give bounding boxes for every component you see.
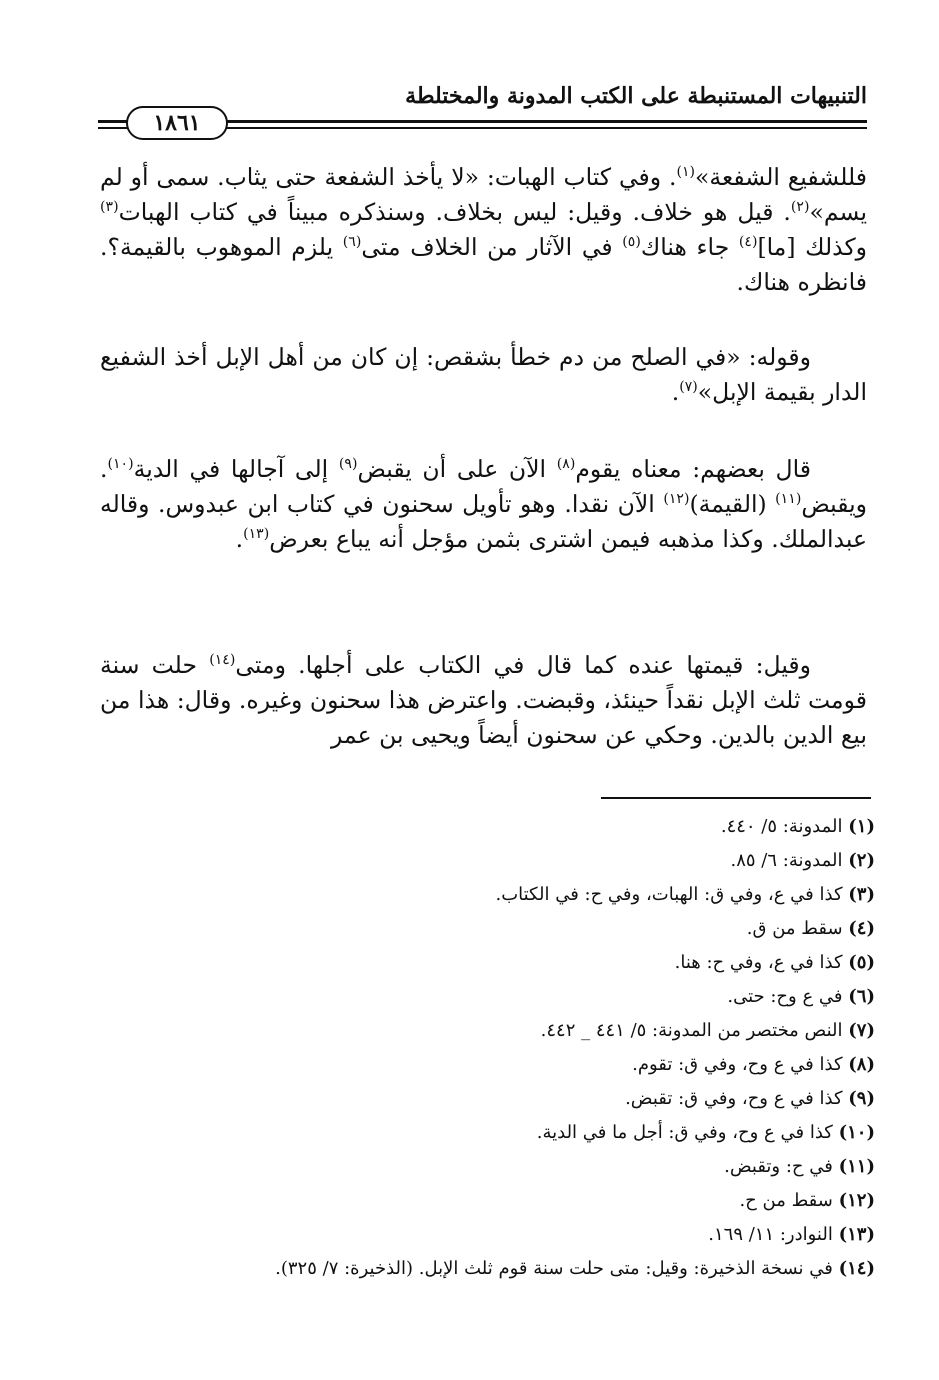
- paragraph-text: الآن نقدا. وهو تأويل سحنون في كتاب ابن عبدوس. وقاله عبدالملك. وكذا مذهبه فيمن اشترى بثمن مؤجل أنه يباع بعرض: [100, 490, 867, 553]
- footnote-number: (٥): [848, 952, 875, 973]
- footnote-item: [115, 912, 875, 946]
- paragraph-text: يلزم الموهوب بالقيمة؟. فانظره هناك.: [100, 233, 867, 296]
- paragraph-text: وكذلك [ما]: [757, 233, 867, 261]
- footnote-separator: [601, 797, 871, 799]
- footnote-ref: (١٤): [209, 652, 236, 669]
- footnotes-list: [115, 810, 875, 1286]
- footnote-number: (٢): [848, 850, 875, 871]
- footnote-ref: (٩): [338, 456, 358, 473]
- paragraph-text: . وفي كتاب الهبات: «لا يأخذ الشفعة حتى يثاب. سمى أو لم يسم»: [100, 163, 867, 226]
- footnote-number: (١٢): [838, 1190, 875, 1211]
- footnote-item: [115, 1184, 875, 1218]
- footnote-number: (٦): [848, 986, 875, 1007]
- paragraph-text: .: [235, 525, 244, 553]
- footnote-text: المدونة: ٥/ ٤٤٠.: [720, 816, 843, 837]
- footnote-ref: (٤): [738, 234, 758, 251]
- footnote-ref: (١١): [775, 491, 802, 508]
- footnote-ref: (٨): [556, 456, 576, 473]
- paragraph-1: [100, 160, 867, 300]
- paragraph-text: جاء هناك: [640, 233, 739, 261]
- footnote-text: كذا في ع وح، وفي ق: تقوم.: [632, 1054, 843, 1075]
- paragraph-4: [100, 648, 867, 753]
- footnote-item: [115, 810, 875, 844]
- footnote-number: (١٣): [838, 1224, 875, 1245]
- footnote-text: سقط من ح.: [739, 1190, 833, 1211]
- footnote-ref: (٧): [679, 379, 698, 396]
- paragraph-text: حلت سنة قومت ثلث الإبل نقداً حينئذ، وقبضت. واعترض هذا سحنون وغيره. وقال: هذا من بيع الدين بالدين. وحكي عن سحنون أيضاً ويحيى بن عمر: [100, 651, 867, 749]
- paragraph-text: قال بعضهم: معناه يقوم: [575, 455, 812, 483]
- footnote-ref: (٣): [100, 199, 119, 216]
- footnote-ref: (١٣): [243, 526, 270, 543]
- paragraph-3: [100, 452, 867, 557]
- paragraph-text: في الآثار من الخلاف متى: [361, 233, 623, 261]
- footnote-text: في ح: وتقبض.: [724, 1156, 833, 1177]
- footnote-item: [115, 1082, 875, 1116]
- footnote-text: المدونة: ٦/ ٨٥.: [730, 850, 843, 871]
- footnote-item: [115, 980, 875, 1014]
- paragraph-text: إلى آجالها في الدية: [133, 455, 339, 483]
- footnote-item: [115, 1048, 875, 1082]
- paragraph-text: فللشفيع الشفعة»: [695, 163, 867, 191]
- paragraph-text: (القيمة): [689, 490, 776, 518]
- footnote-text: كذا في ع وح، وفي ق: أجل ما في الدية.: [536, 1122, 833, 1143]
- paragraph-2: [100, 340, 867, 410]
- paragraph-text: الآن على أن يقبض: [357, 455, 557, 483]
- footnote-number: (١٠): [838, 1122, 875, 1143]
- footnote-number: (٩): [848, 1088, 875, 1109]
- footnote-text: كذا في ع، وفي ق: الهبات، وفي ح: في الكتاب.: [495, 884, 843, 905]
- footnote-number: (٧): [848, 1020, 875, 1041]
- footnote-item: [115, 1116, 875, 1150]
- footnote-text: النوادر: ١١/ ١٦٩.: [708, 1224, 833, 1245]
- paragraph-text: .: [671, 378, 680, 406]
- footnote-ref: (٥): [622, 234, 641, 251]
- footnote-number: (١٤): [838, 1258, 875, 1279]
- footnote-number: (٨): [848, 1054, 875, 1075]
- footnote-item: [115, 1252, 875, 1286]
- footnote-text: كذا في ع وح، وفي ق: تقبض.: [625, 1088, 843, 1109]
- footnote-ref: (١): [676, 164, 696, 181]
- footnote-item: [115, 844, 875, 878]
- footnote-number: (٤): [848, 918, 875, 939]
- footnote-text: سقط من ق.: [746, 918, 843, 939]
- footnote-number: (١): [848, 816, 875, 837]
- footnote-number: (٣): [848, 884, 875, 905]
- paragraph-text: وقيل: قيمتها عنده كما قال في الكتاب على أجلها. ومتى: [235, 651, 811, 679]
- page-number: ١٨٦١: [126, 106, 228, 140]
- footnote-number: (١١): [838, 1156, 875, 1177]
- paragraph-text: وقوله: «في الصلح من دم خطأ بشقص: إن كان من أهل الإبل أخذ الشفيع الدار بقيمة الإبل»: [100, 343, 867, 406]
- paragraph-text: . قيل هو خلاف. وقيل: ليس بخلاف. وسنذكره مبيناً في كتاب الهبات: [118, 198, 791, 226]
- footnote-item: [115, 1218, 875, 1252]
- footnote-ref: (١٢): [663, 491, 690, 508]
- footnote-item: [115, 1150, 875, 1184]
- running-header-title: التنبيهات المستنبطة على الكتب المدونة والمختلطة: [405, 83, 867, 109]
- paragraph-text: . ويقبض: [100, 455, 867, 518]
- footnote-text: النص مختصر من المدونة: ٥/ ٤٤١ _ ٤٤٢.: [540, 1020, 843, 1041]
- footnote-text: كذا في ع، وفي ح: هنا.: [674, 952, 843, 973]
- footnote-ref: (٢): [790, 199, 810, 216]
- footnote-item: [115, 1014, 875, 1048]
- footnote-item: [115, 878, 875, 912]
- footnote-text: في نسخة الذخيرة: وقيل: متى حلت سنة قوم ثلث الإبل. (الذخيرة: ٧/ ٣٢٥).: [275, 1258, 833, 1279]
- footnote-text: في ع وح: حتى.: [727, 986, 843, 1007]
- footnote-ref: (٦): [342, 234, 362, 251]
- footnote-ref: (١٠): [107, 456, 134, 473]
- footnote-item: [115, 946, 875, 980]
